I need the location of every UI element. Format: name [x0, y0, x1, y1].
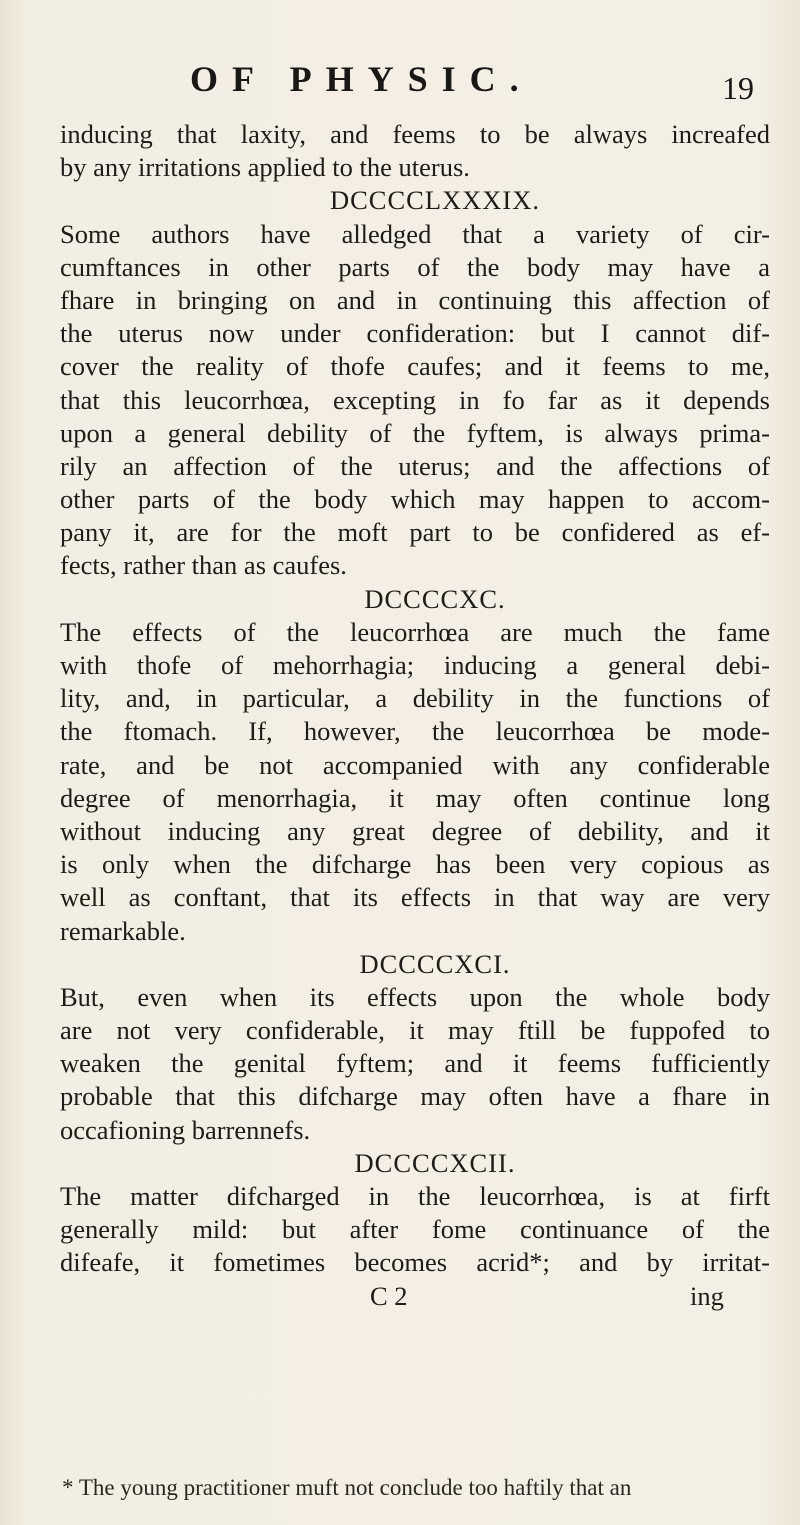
text-line: Some authors have alledged that a variety of cir- — [60, 218, 770, 249]
text-line: weaken the genital fyftem; and it feems fufficiently — [60, 1048, 770, 1079]
text-line: by any irritations applied to the uterus. — [60, 152, 470, 183]
text-line: without inducing any great degree of debility, and it — [60, 815, 770, 846]
body-text — [60, 118, 770, 1313]
text-line: inducing that laxity, and feems to be always increafed — [60, 119, 770, 149]
section-heading: DCCCCXCII. — [354, 1147, 516, 1178]
text-line: lity, and, in particular, a debility in the functions of — [60, 683, 770, 714]
running-title: OF PHYSIC. — [190, 59, 533, 99]
text-line: probable that this difcharge may often have a fhare in — [60, 1081, 770, 1112]
running-head — [0, 58, 800, 106]
text-line: well as conftant, that its effects in that way are very — [60, 882, 770, 913]
catchword: ing — [690, 1280, 724, 1311]
text-line: cumftances in other parts of the body may have a — [60, 251, 770, 282]
text-line: The effects of the leucorrhœa are much the fame — [60, 616, 770, 647]
text-line: pany it, are for the moft part to be confidered as ef- — [60, 517, 770, 548]
section-heading: DCCCCXCI. — [359, 948, 511, 979]
text-line: cover the reality of thofe caufes; and it feems to me, — [60, 351, 770, 382]
footnote: * The young practitioner muft not conclude too haftily that an — [62, 1475, 632, 1500]
catchword-line — [60, 1280, 770, 1313]
text-line: with thofe of mehorrhagia; inducing a general debi- — [60, 650, 770, 680]
text-line: are not very confiderable, it may ftill be fuppofed to — [60, 1015, 770, 1046]
text-line: the uterus now under confideration: but I cannot dif- — [60, 318, 770, 349]
text-line: occafioning barrennefs. — [60, 1114, 311, 1145]
text-line: the ftomach. If, however, the leucorrhœa be mode- — [60, 716, 770, 747]
section-heading: DCCCCLXXXIX. — [329, 185, 541, 216]
text-line: But, even when its effects upon the whole body — [60, 981, 770, 1012]
text-line: remarkable. — [60, 915, 186, 946]
text-line: generally mild: but after fome continuance of the — [60, 1214, 770, 1245]
text-line: rate, and be not accompanied with any confiderable — [60, 749, 770, 780]
page-number: 19 — [722, 70, 754, 106]
text-line: upon a general debility of the fyftem, is always prima- — [60, 417, 770, 448]
text-line: fects, rather than as caufes. — [60, 550, 347, 581]
text-line: that this leucorrhœa, excepting in fo far as it depends — [60, 384, 770, 415]
text-line: degree of menorrhagia, it may often continue long — [60, 782, 770, 813]
section-heading: DCCCCXC. — [364, 583, 506, 614]
text-line: rily an affection of the uterus; and the affections of — [60, 450, 770, 481]
text-line: difeafe, it fometimes becomes acrid*; and by irritat- — [60, 1247, 770, 1278]
text-line: is only when the difcharge has been very copious as — [60, 849, 770, 880]
signature-mark: C 2 — [370, 1280, 408, 1311]
text-line: The matter difcharged in the leucorrhœa, is at firft — [60, 1181, 770, 1211]
text-line: other parts of the body which may happen to accom- — [60, 484, 770, 515]
text-line: fhare in bringing on and in continuing this affection of — [60, 284, 770, 315]
